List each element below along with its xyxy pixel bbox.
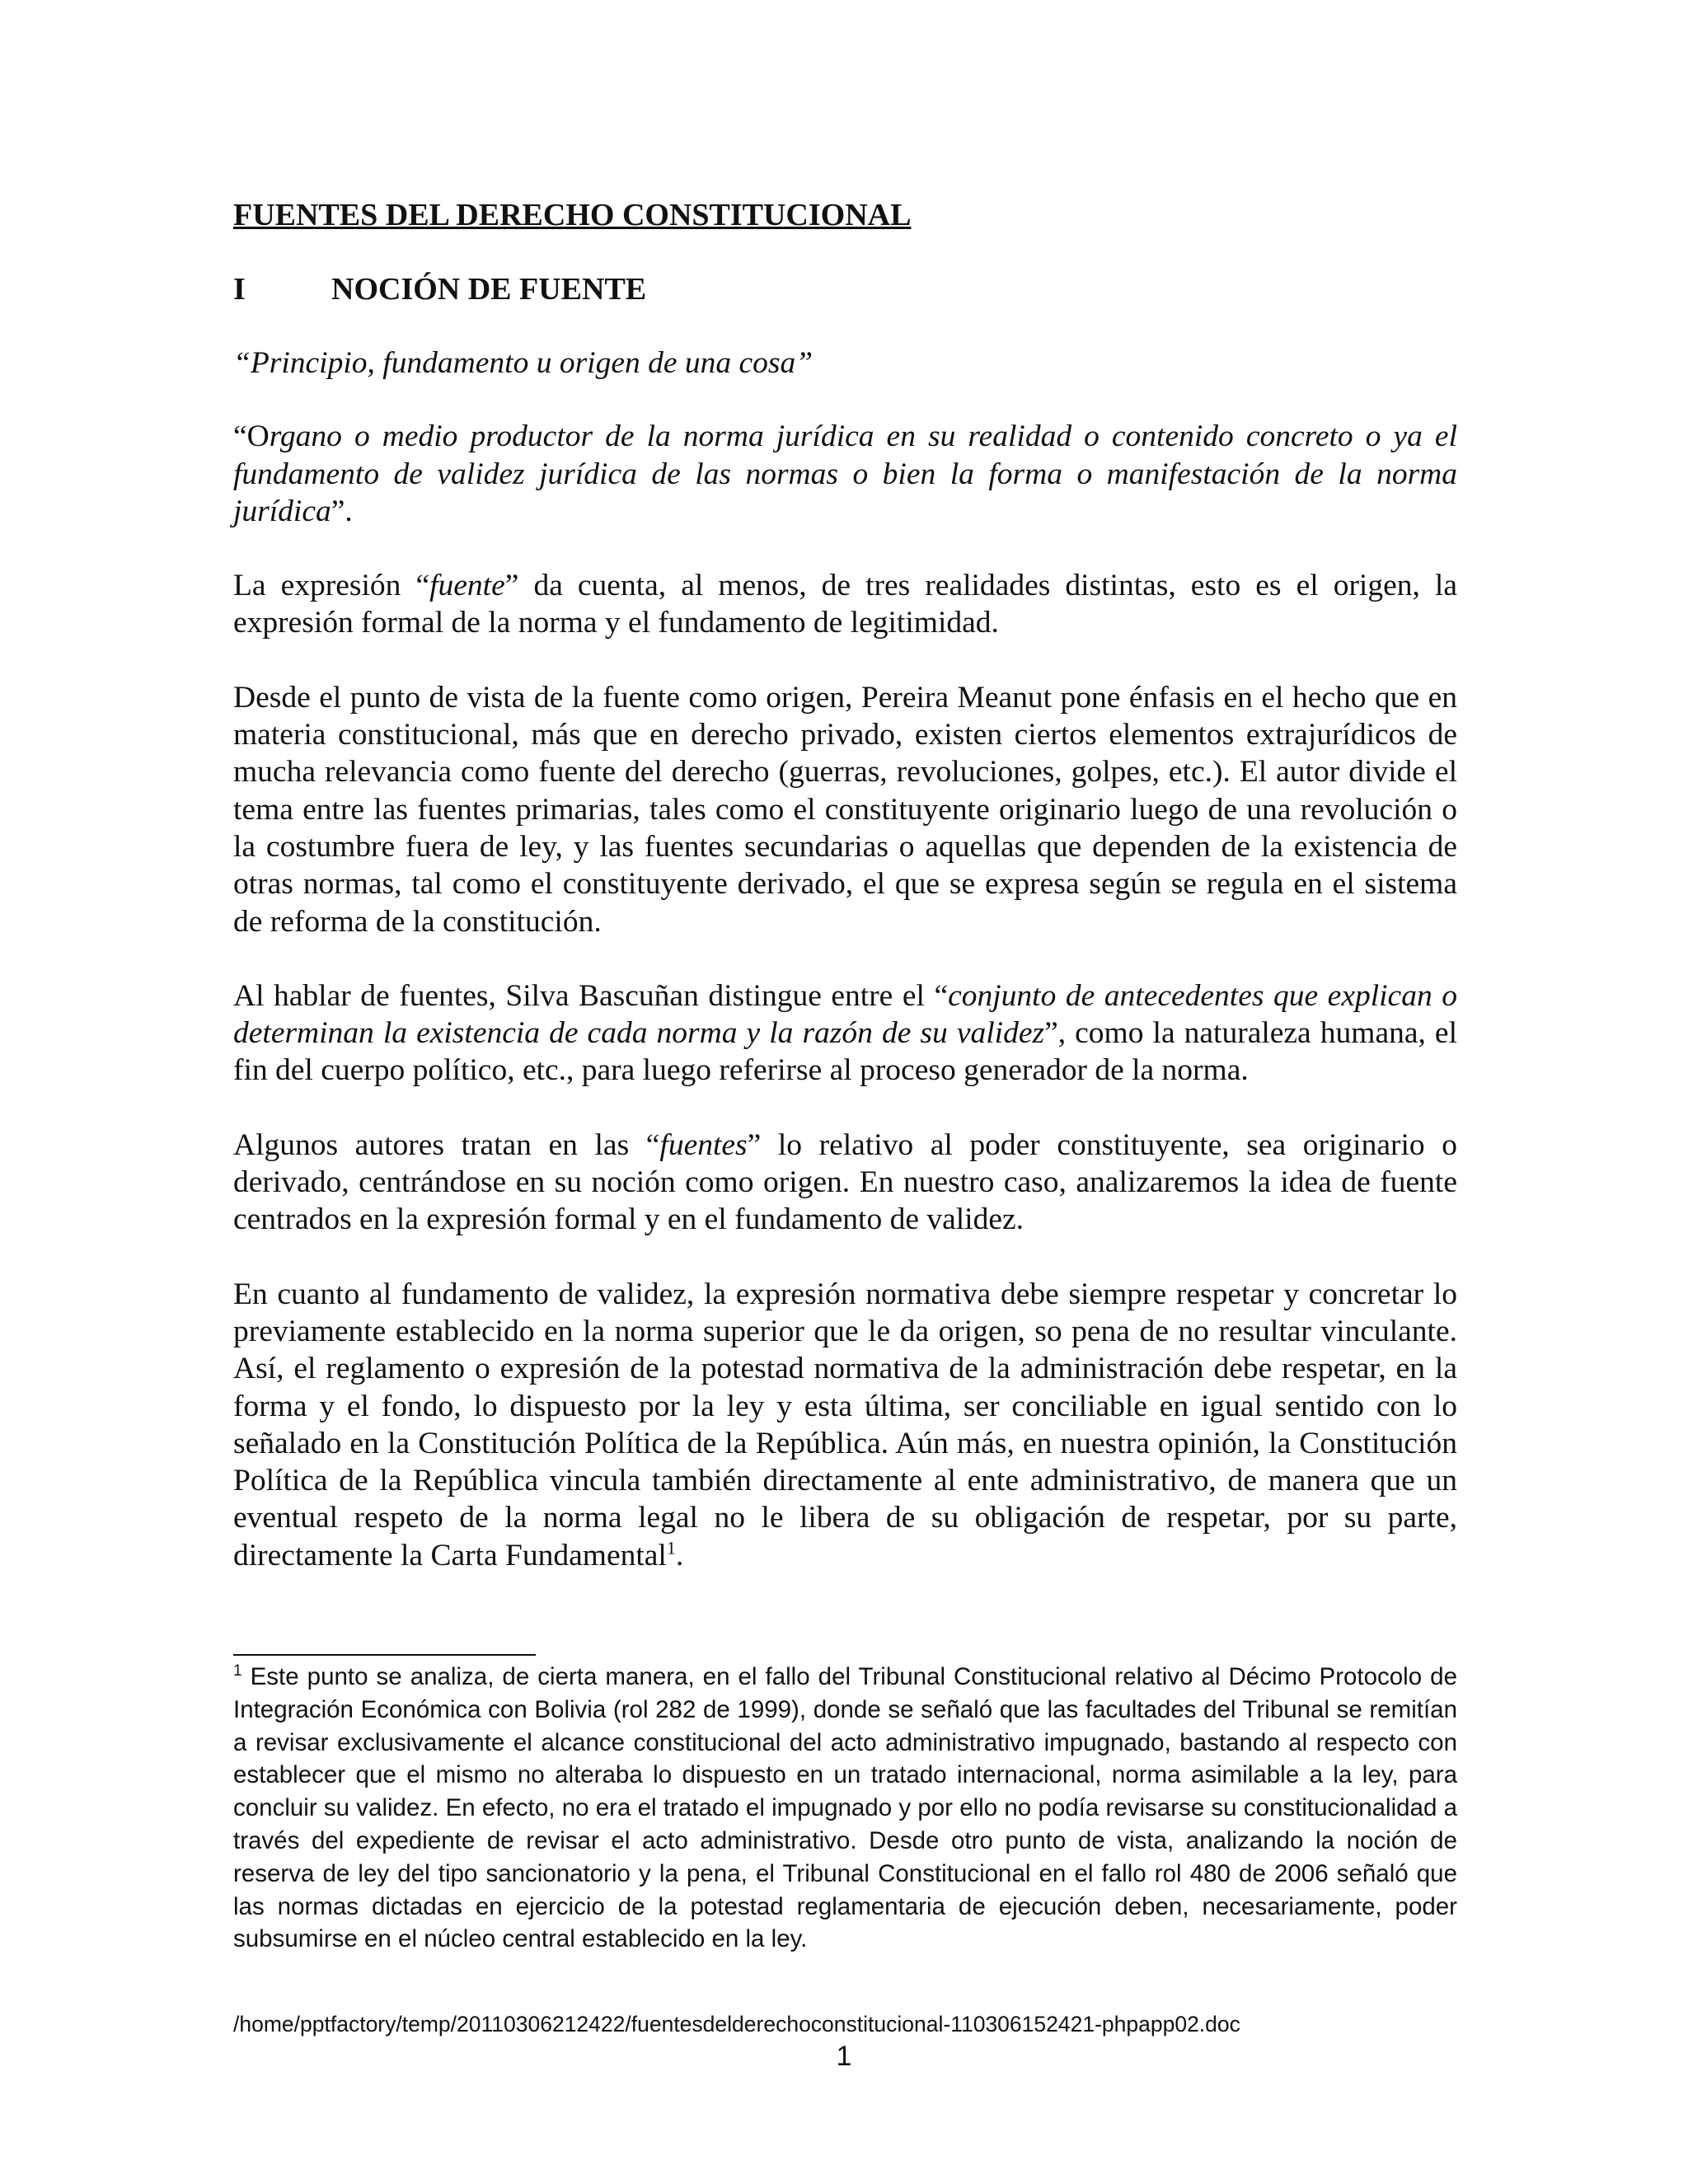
section-title: NOCIÓN DE FUENTE <box>331 272 647 307</box>
italic-term: fuentes <box>659 1127 748 1162</box>
paragraph-6 <box>233 1127 1457 1239</box>
italic-definition: rgano o medio productor de la norma jurídica en su realidad o contenido concreto o ya el fundamento de validez jurídica de las normas o bien la forma o manifestación de la norma jurídica <box>233 419 1457 528</box>
text-span: . <box>675 1538 684 1572</box>
text-span: Al hablar de fuentes, Silva Bascuñan distingue entre el “ <box>233 978 949 1013</box>
text-span: La expresión “ <box>233 569 430 603</box>
file-path-footer: /home/pptfactory/temp/20110306212422/fuentesdelderechoconstitucional-110306152421-phpapp02.doc <box>233 2012 1240 2036</box>
italic-term: fuente <box>429 569 505 603</box>
paragraph-5 <box>233 977 1457 1090</box>
text-span: En cuanto al fundamento de validez, la expresión normativa debe siempre respetar y concretar lo previamente establecido en la norma superior que le da origen, so pena de no resultar vinculante. Así, el reglamento o expresión de la potestad normativa de la administración debe respetar, en la forma y el fondo, lo dispuesto por la ley y esta última, ser conciliable en igual sentido con lo señalado en la Constitución Política de la República. Aún más, en nuestra opinión, la Constitución Política de la República vincula también directamente al ente administrativo, de manera que un eventual respeto de la norma legal no le libera de su obligación de respetar, por su parte, directamente la Carta Fundamental <box>233 1277 1457 1572</box>
paragraph-4: Desde el punto de vista de la fuente como origen, Pereira Meanut pone énfasis en el hecho que en materia constitucional, más que en derecho privado, existen ciertos elementos extrajurídicos de mucha relevancia como fuente del derecho (guerras, revoluciones, golpes, etc.). El autor divide el tema entre las fuentes primarias, tales como el constituyente originario luego de una revolución o la costumbre fuera de ley, y las fuentes secundarias o aquellas que dependen de la existencia de otras normas, tal como el constituyente derivado, el que se expresa según se regula en el sistema de reforma de la constitución. <box>233 680 1457 939</box>
page-number: 1 <box>836 2041 852 2072</box>
paragraph-7 <box>233 1276 1457 1574</box>
text-span: ” da cuenta, al menos, de tres realidades distintas, esto es el origen, la expresión formal de la norma y el fundamento de legitimidad. <box>233 569 1457 640</box>
paragraph-3 <box>233 567 1457 642</box>
footnote <box>233 1661 1457 1956</box>
document-body <box>233 196 1457 1574</box>
footnote-marker: 1 <box>233 1662 242 1680</box>
footnote-text: Este punto se analiza, de cierta manera, en el fallo del Tribunal Constitucional relativo al Décimo Protocolo de Integración Económica con Bolivia (rol 282 de 1999), donde se señaló que las facultades del Tribunal se remitían a revisar exclusivamente el alcance constitucional del acto administrativo impugnado, bastando al respecto con establecer que el mismo no alteraba lo dispuesto en un tratado internacional, norma asimilable a la ley, para concluir su validez. En efecto, no era el tratado el impugnado y por ello no podía revisarse su constitucionalidad a través del expediente de revisar el acto administrativo. Desde otro punto de vista, analizando la noción de reserva de ley del tipo sancionatorio y la pena, el Tribunal Constitucional en el fallo rol 480 de 2006 señaló que las normas dictadas en ejercicio de la potestad reglamentaria de ejecución deben, necesariamente, poder subsumirse en el núcleo central establecido en la ley. <box>233 1663 1457 1953</box>
text-span: Algunos autores tratan en las “ <box>233 1127 660 1162</box>
section-number: I <box>233 272 246 307</box>
text-span: ” lo relativo al poder constituyente, sea originario o derivado, centrándose en su noción como origen. En nuestro caso, analizaremos la idea de fuente centrados en la expresión formal y en el fundamento de validez. <box>233 1127 1457 1237</box>
footnote-reference[interactable]: 1 <box>666 1537 676 1558</box>
quote-close: ”. <box>331 494 353 528</box>
definition-quote: “Principio, fundamento u origen de una cosa” <box>233 346 814 380</box>
footnote-separator <box>233 1654 536 1656</box>
italic-quote: conjunto de antecedentes que explican o determinan la existencia de cada norma y la razón de su validez <box>233 978 1457 1051</box>
paragraph-2 <box>233 418 1457 530</box>
section-heading <box>233 270 1457 308</box>
text-span: ”, como la naturaleza humana, el fin del cuerpo político, etc., para luego referirse al proceso generador de la norma. <box>233 1016 1457 1088</box>
document-title: FUENTES DEL DERECHO CONSTITUCIONAL <box>233 198 912 232</box>
quote-open: “O <box>233 419 270 454</box>
